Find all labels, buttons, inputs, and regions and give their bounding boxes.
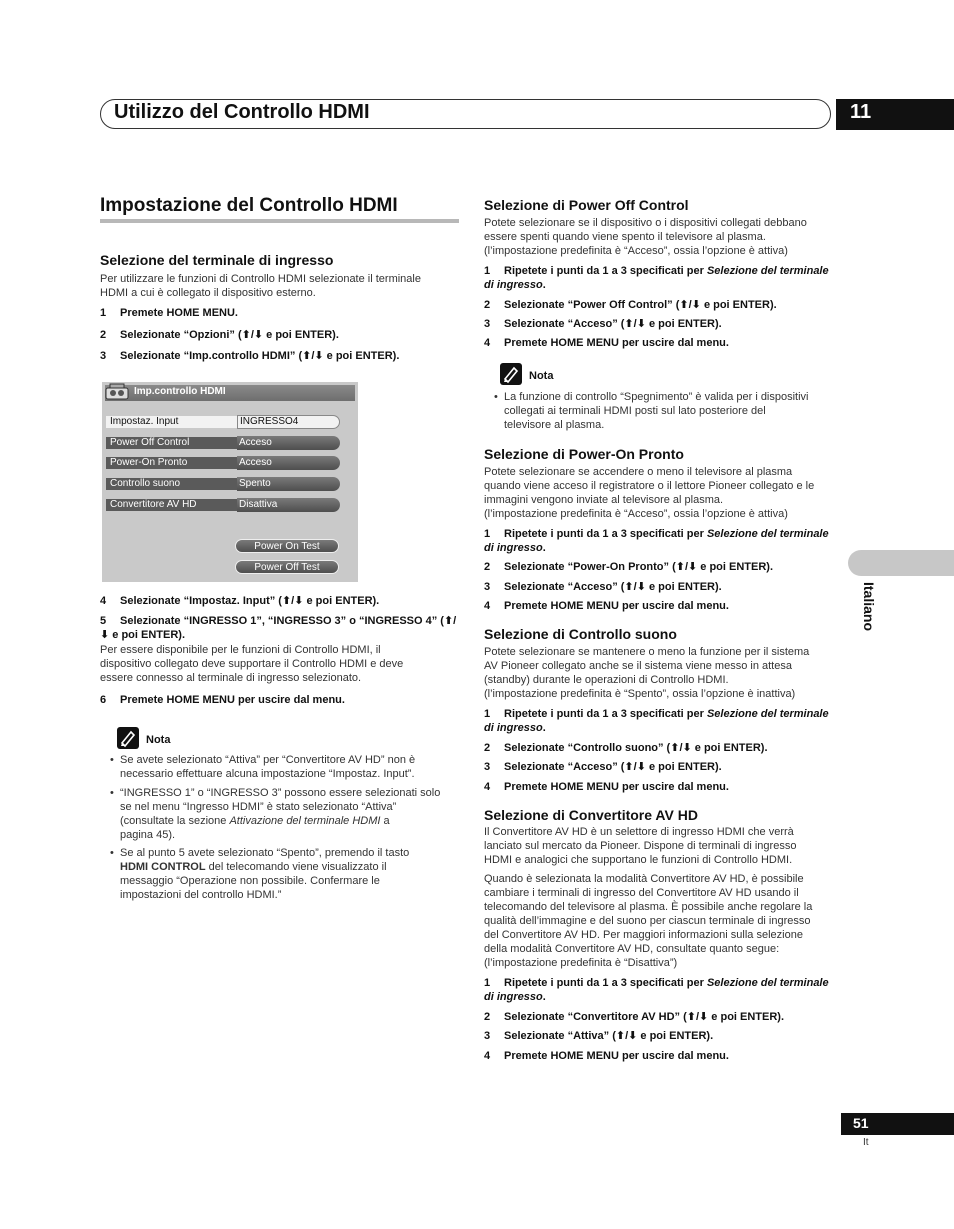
para-line: dispositivo collegato deve supportare il Controllo HDMI e deve xyxy=(100,658,404,670)
para-line: Per essere disponibile per le funzioni di Controllo HDMI, il xyxy=(100,644,381,656)
power-off-note xyxy=(494,390,809,432)
cross-reference: di ingresso xyxy=(484,542,543,554)
bullet-line: collegati ai terminali HDMI posti sul lato posteriore del xyxy=(504,405,766,417)
step-number: 4 xyxy=(100,595,107,607)
step-text: Premete HOME MENU per uscire dal menu. xyxy=(120,694,345,706)
note-label: Nota xyxy=(529,370,554,382)
step-number: 1 xyxy=(100,307,107,319)
step-3 xyxy=(100,349,399,363)
power-on-test-button[interactable]: Power On Test xyxy=(235,539,339,553)
para-line: del Convertitore AV HD. Per maggiori informazioni sulla selezione xyxy=(484,929,803,941)
bullet-dot: • xyxy=(110,787,114,799)
cross-reference: di ingresso xyxy=(484,279,543,291)
intro-text xyxy=(100,272,421,300)
menu-row-label: Impostaz. Input xyxy=(106,416,238,428)
step-number: 4 xyxy=(484,1050,491,1062)
step-text: . xyxy=(542,722,546,734)
page-number: 51 xyxy=(853,1115,869,1131)
power-off-step-1 xyxy=(484,264,829,292)
step-number: 3 xyxy=(484,1030,491,1042)
step-text: Selezionate “Imp.controllo HDMI” (⬆/⬇ e poi ENTER). xyxy=(120,350,400,362)
converter-text-1 xyxy=(484,825,796,867)
step-number: 5 xyxy=(100,615,107,627)
step-text: Ripetete i punti da 1 a 3 specificati per xyxy=(504,528,707,540)
step-1 xyxy=(100,306,238,320)
power-off-test-button[interactable]: Power Off Test xyxy=(235,560,339,574)
button-name: HDMI CONTROL xyxy=(120,861,206,873)
sound-step-1 xyxy=(484,707,829,735)
step-text: Selezionate “Acceso” (⬆/⬇ e poi ENTER). xyxy=(504,581,722,593)
sound-text xyxy=(484,645,809,701)
bullet-text: a xyxy=(380,815,390,827)
sound-step-2 xyxy=(484,741,768,755)
note-bullet-3 xyxy=(110,846,410,902)
bullet-dot: • xyxy=(494,391,498,403)
para-line: telecomando del televisore al plasma. È possibile anche regolare la xyxy=(484,901,813,913)
note-label: Nota xyxy=(146,734,171,746)
step-text: Ripetete i punti da 1 a 3 specificati per xyxy=(504,265,707,277)
menu-screen xyxy=(102,382,358,582)
step-text: . xyxy=(542,542,546,554)
bullet-line: La funzione di controllo “Spegnimento” è valida per i dispositivi xyxy=(504,391,809,403)
step-5 xyxy=(100,614,456,642)
step-text: Ripetete i punti da 1 a 3 specificati per xyxy=(504,708,707,720)
intro-line: HDMI a cui è collegato il dispositivo esterno. xyxy=(100,287,316,299)
step-number: 3 xyxy=(100,350,107,362)
step-4 xyxy=(100,594,379,608)
converter-step-4 xyxy=(484,1049,729,1063)
step-number: 3 xyxy=(484,761,491,773)
language-tab xyxy=(848,550,954,576)
menu-gear-icon xyxy=(105,383,131,401)
step-number: 1 xyxy=(484,708,491,720)
cross-reference: Selezione del terminale xyxy=(706,708,829,720)
step-text: Selezionate “Acceso” (⬆/⬇ e poi ENTER). xyxy=(504,318,722,330)
step-text: Premete HOME MENU. xyxy=(120,307,238,319)
step-text: Premete HOME MENU per uscire dal menu. xyxy=(504,1050,729,1062)
sound-step-3 xyxy=(484,760,722,774)
cross-reference: di ingresso xyxy=(484,991,543,1003)
note-icon xyxy=(117,727,139,749)
power-on-text xyxy=(484,465,814,521)
para-line: essere spenti quando viene spento il televisore al plasma. xyxy=(484,231,766,243)
bullet-dot: • xyxy=(110,847,114,859)
step-text: Selezionate “Convertitore AV HD” (⬆/⬇ e poi ENTER). xyxy=(504,1011,785,1023)
section-rule xyxy=(100,219,459,223)
bullet-line: se nel menu “Ingresso HDMI” è stato selezionato “Attiva” xyxy=(120,801,397,813)
step-number: 1 xyxy=(484,528,491,540)
menu-row-value: Spento xyxy=(237,477,340,491)
power-off-step-3 xyxy=(484,317,722,331)
step-number: 4 xyxy=(484,337,491,349)
converter-step-3 xyxy=(484,1029,713,1043)
language-text: Italiano xyxy=(861,582,877,632)
step-text: Selezionate “Acceso” (⬆/⬇ e poi ENTER). xyxy=(504,761,722,773)
cross-reference: di ingresso xyxy=(484,722,543,734)
step-2 xyxy=(100,328,339,342)
step-number: 4 xyxy=(484,600,491,612)
bullet-line: messaggio “Operazione non possibile. Confermare le xyxy=(120,875,380,887)
power-on-title: Selezione di Power-On Pronto xyxy=(484,446,684,462)
para-line: quando viene acceso il registratore o il lettore Pioneer collegato e le xyxy=(484,480,815,492)
bullet-line xyxy=(120,860,409,874)
para-line: (l’impostazione predefinita è “Spento”, ossia l’opzione è inattiva) xyxy=(484,688,796,700)
step-text: Selezionate “INGRESSO 1”, “INGRESSO 3” o “INGRESSO 4” (⬆/ xyxy=(120,615,457,627)
menu-row-value: INGRESSO4 xyxy=(237,415,340,429)
power-off-step-4 xyxy=(484,336,729,350)
note-bullet-1 xyxy=(110,753,416,781)
bullet-text: (consultate la sezione xyxy=(120,815,230,827)
para-line: (standby) durante le operazioni di Controllo HDMI. xyxy=(484,674,729,686)
para-line: Potete selezionare se accendere o meno il televisore al plasma xyxy=(484,466,793,478)
chapter-number: 11 xyxy=(850,101,872,123)
para-line: immagini vengono inviate al televisore al plasma. xyxy=(484,494,724,506)
menu-row-controllo-suono[interactable] xyxy=(102,477,340,491)
menu-row-value: Acceso xyxy=(237,436,340,450)
power-on-step-2 xyxy=(484,560,773,574)
para-line: (l’impostazione predefinita è “Acceso”, ossia l’opzione è attiva) xyxy=(484,245,788,257)
step-number: 2 xyxy=(484,1011,491,1023)
step-text: Premete HOME MENU per uscire dal menu. xyxy=(504,781,729,793)
converter-title: Selezione di Convertitore AV HD xyxy=(484,807,698,823)
step-text: . xyxy=(542,279,546,291)
power-on-step-4 xyxy=(484,599,729,613)
bullet-line: “INGRESSO 1” o “INGRESSO 3” possono essere selezionati solo xyxy=(120,787,441,799)
step-number: 1 xyxy=(484,265,491,277)
bullet-dot: • xyxy=(110,754,114,766)
para-line: Potete selezionare se mantenere o meno la funzione per il sistema xyxy=(484,646,810,658)
step-number: 2 xyxy=(484,742,491,754)
step-text: Selezionate “Opzioni” (⬆/⬇ e poi ENTER). xyxy=(120,329,339,341)
cross-reference: Attivazione del terminale HDMI xyxy=(229,815,381,827)
para-line: (l’impostazione predefinita è “Acceso”, ossia l’opzione è attiva) xyxy=(484,508,788,520)
menu-title: Imp.controllo HDMI xyxy=(134,386,226,397)
step-5-note xyxy=(100,643,403,685)
step-text: . xyxy=(542,991,546,1003)
step-text: Selezionate “Power Off Control” (⬆/⬇ e poi ENTER). xyxy=(504,299,777,311)
para-line: cambiare i terminali di ingresso del Convertitore AV HD usando il xyxy=(484,887,799,899)
subsection-title: Selezione del terminale di ingresso xyxy=(100,252,334,268)
menu-row-label: Power-On Pronto xyxy=(106,457,238,469)
step-text: Selezionate “Controllo suono” (⬆/⬇ e poi ENTER). xyxy=(504,742,768,754)
para-line: (l’impostazione predefinita è “Disattiva”) xyxy=(484,957,678,969)
step-number: 2 xyxy=(484,561,491,573)
step-number: 2 xyxy=(484,299,491,311)
note-bullet-2 xyxy=(110,786,441,842)
menu-row-label: Controllo suono xyxy=(106,478,238,490)
para-line: essere connesso al terminale di ingresso selezionato. xyxy=(100,672,362,684)
language-code: It xyxy=(863,1137,869,1148)
menu-row-label: Convertitore AV HD xyxy=(106,499,238,511)
step-text: Premete HOME MENU per uscire dal menu. xyxy=(504,337,729,349)
para-line: Quando è selezionata la modalità Convertitore AV HD, è possibile xyxy=(484,873,804,885)
bullet-line: Se al punto 5 avete selezionato “Spento”, premendo il tasto xyxy=(120,847,410,859)
para-line: lanciato sul mercato da Pioneer. Dispone di terminali di ingresso xyxy=(484,840,797,852)
step-text: Ripetete i punti da 1 a 3 specificati per xyxy=(504,977,707,989)
cross-reference: Selezione del terminale xyxy=(706,528,829,540)
menu-row-power-off-control[interactable] xyxy=(102,436,340,450)
power-off-text xyxy=(484,216,807,258)
step-text: Selezionate “Impostaz. Input” (⬆/⬇ e poi ENTER). xyxy=(120,595,380,607)
step-number: 3 xyxy=(484,581,491,593)
para-line: HDMI e analogici che supportano le funzioni di Controllo HDMI. xyxy=(484,854,793,866)
para-line: AV Pioneer collegato anche se il sistema viene messo in attesa xyxy=(484,660,792,672)
para-line: qualità dell’immagine e del suono per ciascun terminale di ingresso xyxy=(484,915,811,927)
step-text: Premete HOME MENU per uscire dal menu. xyxy=(504,600,729,612)
power-on-step-3 xyxy=(484,580,722,594)
converter-text-2 xyxy=(484,872,812,970)
menu-row-impostaz-input[interactable] xyxy=(102,415,340,429)
converter-step-1 xyxy=(484,976,829,1004)
bullet-line: impostazioni del controllo HDMI.” xyxy=(120,889,282,901)
para-line: Il Convertitore AV HD è un selettore di ingresso HDMI che verrà xyxy=(484,826,794,838)
step-text: Selezionate “Power-On Pronto” (⬆/⬇ e poi ENTER). xyxy=(504,561,774,573)
cross-reference: Selezione del terminale xyxy=(706,265,829,277)
power-off-title: Selezione di Power Off Control xyxy=(484,197,689,213)
language-label xyxy=(847,582,887,642)
step-text: ⬇ e poi ENTER). xyxy=(100,629,185,641)
page-title: Utilizzo del Controllo HDMI xyxy=(114,101,370,123)
note-icon xyxy=(500,363,522,385)
step-number: 3 xyxy=(484,318,491,330)
bullet-line: necessario effettuare alcuna impostazione “Impostaz. Input”. xyxy=(120,768,415,780)
menu-row-label: Power Off Control xyxy=(106,437,238,449)
step-6 xyxy=(100,693,345,707)
power-on-step-1 xyxy=(484,527,829,555)
bullet-line: pagina 45). xyxy=(120,829,176,841)
menu-row-value: Disattiva xyxy=(237,498,340,512)
converter-step-2 xyxy=(484,1010,784,1024)
menu-row-convertitore-av-hd[interactable] xyxy=(102,498,340,512)
step-number: 1 xyxy=(484,977,491,989)
menu-row-power-on-pronto[interactable] xyxy=(102,456,340,470)
sound-step-4 xyxy=(484,780,729,794)
intro-line: Per utilizzare le funzioni di Controllo HDMI selezionate il terminale xyxy=(100,273,421,285)
para-line: Potete selezionare se il dispositivo o i dispositivi collegati debbano xyxy=(484,217,807,229)
power-off-step-2 xyxy=(484,298,777,312)
bullet-text: del telecomando viene visualizzato il xyxy=(205,861,387,873)
bullet-line: televisore al plasma. xyxy=(504,419,605,431)
step-number: 6 xyxy=(100,694,107,706)
step-number: 4 xyxy=(484,781,491,793)
para-line: della modalità Convertitore AV HD, consultate quanto segue: xyxy=(484,943,780,955)
menu-row-value: Acceso xyxy=(237,456,340,470)
cross-reference: Selezione del terminale xyxy=(706,977,829,989)
sound-title: Selezione di Controllo suono xyxy=(484,626,677,642)
section-title: Impostazione del Controllo HDMI xyxy=(100,195,398,216)
step-text: Selezionate “Attiva” (⬆/⬇ e poi ENTER). xyxy=(504,1030,714,1042)
bullet-line: Se avete selezionato “Attiva” per “Convertitore AV HD” non è xyxy=(120,754,416,766)
bullet-line xyxy=(120,814,440,828)
step-number: 2 xyxy=(100,329,107,341)
